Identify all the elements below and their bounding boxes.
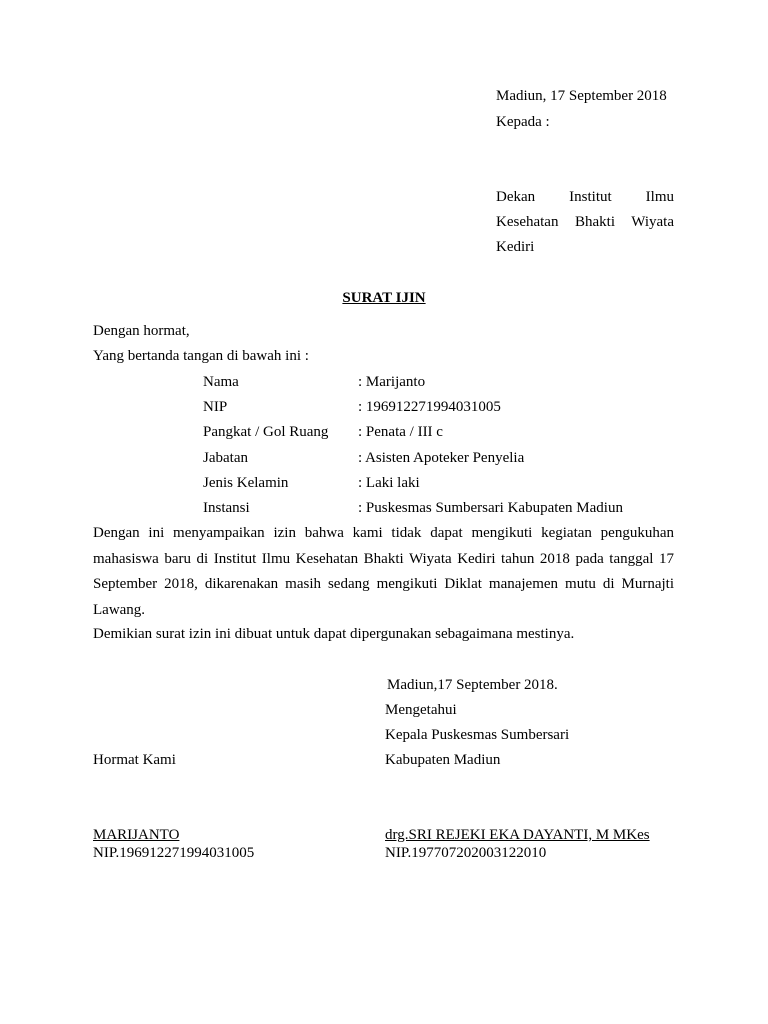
official-position-line2: Kabupaten Madiun [385, 752, 501, 768]
body-line: September 2018, dikarenakan masih sedang mengikuti Diklat manajemen mutu di Murnajti [93, 576, 674, 592]
intro-text: Yang bertanda tangan di bawah ini : [93, 348, 309, 364]
field-label: Nama [203, 374, 239, 390]
recipient-block [496, 185, 674, 260]
field-label: Pangkat / Gol Ruang [203, 424, 329, 440]
recipient-line: Kediri [496, 239, 535, 255]
hormat-kami-label: Hormat Kami [93, 752, 176, 768]
body-line: mahasiswa baru di Institut Ilmu Kesehatan Bhakti Wiyata Kediri tahun 2018 pada tanggal 17 [93, 550, 674, 567]
greeting: Dengan hormat, [93, 323, 190, 339]
letter-title: SURAT IJIN [342, 290, 426, 306]
official-position-line1: Kepala Puskesmas Sumbersari [385, 727, 570, 743]
field-value: : Puskesmas Sumbersari Kabupaten Madiun [358, 500, 623, 516]
field-label: Jenis Kelamin [203, 475, 289, 491]
signer-name: MARIJANTO [93, 827, 180, 843]
kepada-label: Kepada : [496, 114, 550, 130]
official-name: drg.SRI REJEKI EKA DAYANTI, M MKes [385, 827, 650, 843]
body-paragraph [93, 521, 674, 623]
signature-date: Madiun,17 September 2018. [387, 677, 558, 693]
closing-text: Demikian surat izin ini dibuat untuk dapat dipergunakan sebagaimana mestinya. [93, 626, 575, 642]
field-value: : 196912271994031005 [358, 399, 501, 415]
field-value: : Asisten Apoteker Penyelia [358, 450, 525, 466]
body-line: Lawang. [93, 601, 146, 618]
official-nip: NIP.197707202003122010 [385, 845, 547, 861]
field-label: Jabatan [203, 450, 248, 466]
field-label: Instansi [203, 500, 250, 516]
recipient-line: Dekan Institut Ilmu [496, 189, 674, 205]
mengetahui-label: Mengetahui [385, 702, 457, 718]
field-value: : Marijanto [358, 374, 426, 390]
recipient-line: Kesehatan Bhakti Wiyata [496, 214, 674, 230]
field-value: : Laki laki [358, 475, 420, 491]
field-value: : Penata / III c [358, 424, 443, 440]
field-label: NIP [203, 399, 228, 415]
place-date: Madiun, 17 September 2018 [496, 88, 667, 104]
body-line: Dengan ini menyampaikan izin bahwa kami tidak dapat mengikuti kegiatan pengukuhan [93, 525, 674, 541]
signer-nip: NIP.196912271994031005 [93, 845, 255, 861]
